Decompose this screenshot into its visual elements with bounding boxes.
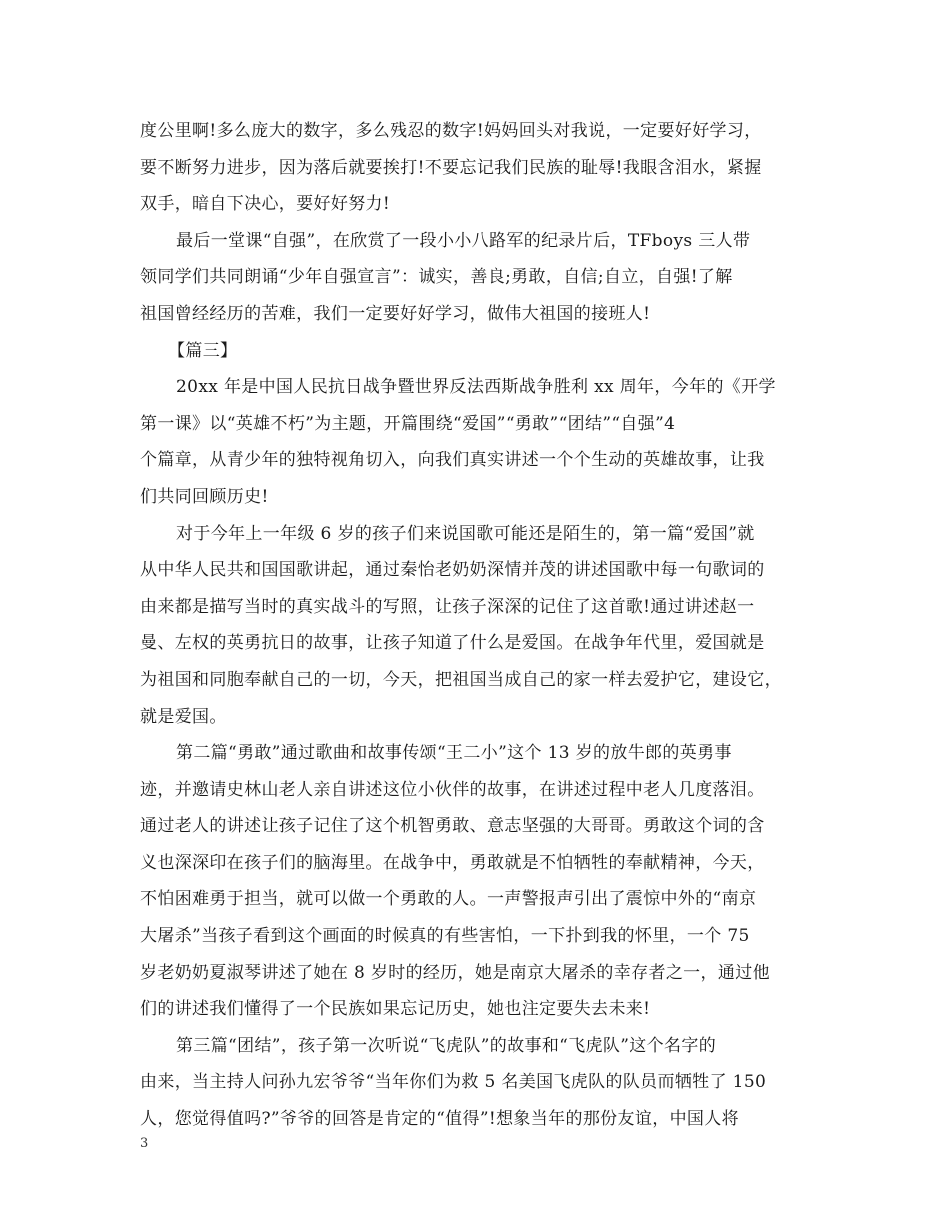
text-line: 曼、左权的英勇抗日的故事，让孩子知道了什么是爱国。在战争年代里，爱国就是 (140, 633, 765, 654)
text-line: 对于今年上一年级 6 岁的孩子们来说国歌可能还是陌生的，第一篇“爱国”就 (176, 523, 755, 544)
text-line: 从中华人民共和国国歌讲起，通过秦怡老奶奶深情并茂的讲述国歌中每一句歌词的 (140, 560, 765, 581)
text-line: 们共同回顾历史! (140, 486, 269, 507)
text-line: 双手，暗自下决心，要好好努力! (140, 194, 391, 215)
text-line: 就是爱国。 (140, 706, 227, 727)
text-line: 迹，并邀请史林山老人亲自讲述这位小伙伴的故事，在讲述过程中老人几度落泪。 (140, 779, 765, 800)
text-line: 20xx 年是中国人民抗日战争暨世界反法西斯战争胜利 xx 周年，今年的《开学 (176, 377, 776, 398)
text-line: 不怕困难勇于担当，就可以做一个勇敢的人。一声警报声引出了震惊中外的“南京 (140, 889, 757, 910)
text-line: 为祖国和同胞奉献自己的一切，今天，把祖国当成自己的家一样去爱护它，建设它， (140, 669, 782, 690)
text-line: 由来，当主持人问孙九宏爷爷“当年你们为救 5 名美国飞虎队的队员而牺牲了 150 (140, 1072, 767, 1093)
text-line: 大屠杀”当孩子看到这个画面的时候真的有些害怕，一下扑到我的怀里，一个 75 (140, 926, 750, 947)
text-line: 最后一堂课“自强”，在欣赏了一段小小八路军的纪录片后，TFboys 三人带 (176, 230, 751, 251)
text-line: 第一课》以“英雄不朽”为主题，开篇围绕“爱国”“勇敢”“团结”“自强”4 (140, 413, 676, 434)
text-line: 领同学们共同朗诵“少年自强宣言”：诚实，善良;勇敢，自信;自立，自强!了解 (140, 267, 733, 288)
text-line: 祖国曾经经历的苦难，我们一定要好好学习，做伟大祖国的接班人! (140, 303, 651, 324)
body-text (140, 113, 830, 1138)
text-line: 度公里啊!多么庞大的数字，多么残忍的数字!妈妈回头对我说，一定要好好学习， (140, 121, 762, 141)
text-line: 义也深深印在孩子们的脑海里。在战争中，勇敢就是不怕牺牲的奉献精神，今天， (140, 852, 765, 873)
text-line: 通过老人的讲述让孩子记住了这个机智勇敢、意志坚强的大哥哥。勇敢这个词的含 (140, 816, 765, 837)
text-line: 第二篇“勇敢”通过歌曲和故事传颂“王二小”这个 13 岁的放牛郎的英勇事 (176, 743, 732, 764)
text-line: 人，您觉得值吗?”爷爷的回答是肯定的“值得”!想象当年的那份友谊，中国人将 (140, 1109, 739, 1130)
text-line: 要不断努力进步，因为落后就要挨打!不要忘记我们民族的耻辱!我眼含泪水，紧握 (140, 157, 762, 178)
section-heading: 【篇三】 (168, 340, 238, 361)
text-line: 由来都是描写当时的真实战斗的写照，让孩子深深的记住了这首歌!通过讲述赵一 (140, 596, 755, 617)
text-line: 第三篇“团结”，孩子第一次听说“飞虎队”的故事和“飞虎队”这个名字的 (176, 1035, 717, 1056)
text-line: 个篇章，从青少年的独特视角切入，向我们真实讲述一个个生动的英雄故事，让我 (140, 450, 765, 471)
text-line: 岁老奶奶夏淑琴讲述了她在 8 岁时的经历，她是南京大屠杀的幸存者之一，通过他 (140, 962, 770, 983)
page-number: 3 (140, 1136, 149, 1151)
text-line: 们的讲述我们懂得了一个民族如果忘记历史，她也注定要失去未来! (140, 999, 651, 1020)
